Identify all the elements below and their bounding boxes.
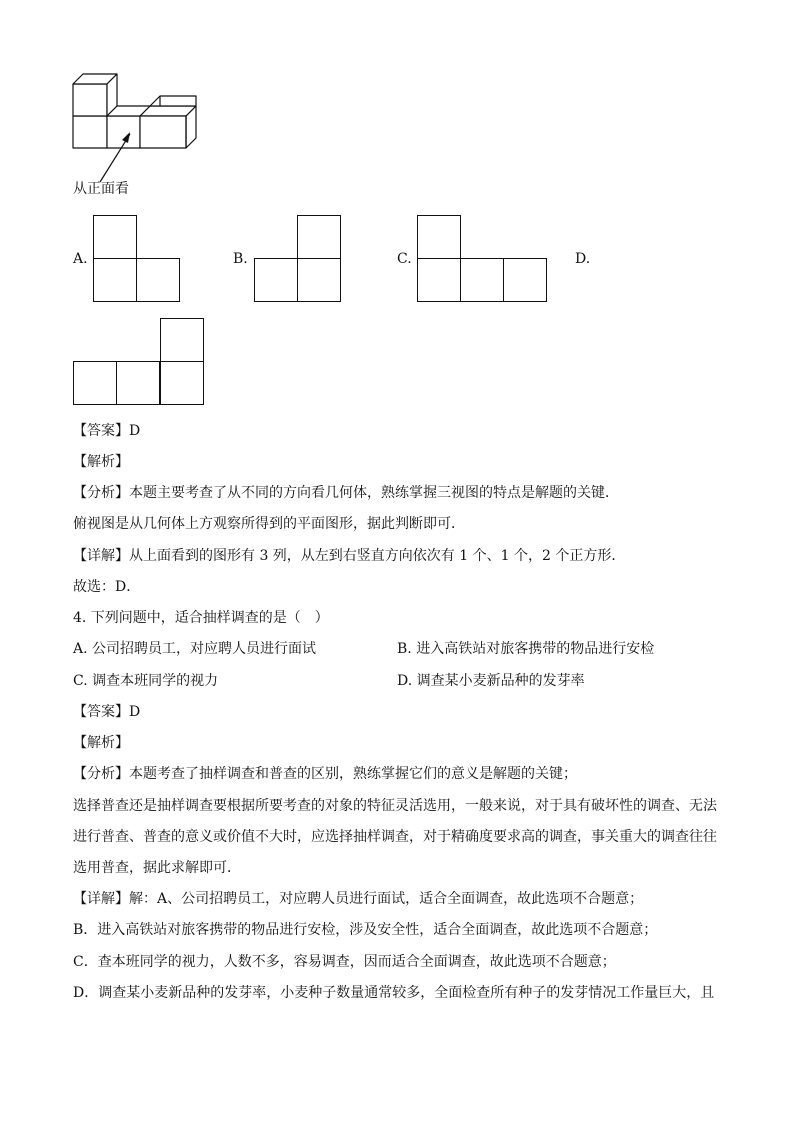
grid-square — [160, 318, 204, 362]
q4-option-b: B. 进入高铁站对旅客携带的物品进行安检 — [397, 641, 655, 657]
q3-fenxi: 【分析】本题主要考查了从不同的方向看几何体，熟练掌握三视图的特点是解题的关键． — [73, 485, 619, 501]
q3-fenxi-2: 俯视图是从几何体上方观察所得到的平面图形，据此判断即可． — [73, 516, 465, 532]
cube-solid-figure — [70, 70, 210, 150]
q4-option-d: D. 调查某小麦新品种的发芽率 — [397, 673, 585, 689]
grid-square — [503, 258, 547, 302]
q3-conclusion: 故选：D． — [73, 579, 141, 595]
option-label-a: A. — [73, 251, 88, 267]
q4-para-3: 选用普查，据此求解即可． — [73, 860, 241, 876]
grid-square — [297, 215, 341, 259]
q4-answer: 【答案】D — [73, 704, 141, 720]
grid-square — [417, 215, 461, 259]
q4-option-c: C. 调查本班同学的视力 — [73, 673, 219, 689]
grid-square — [93, 215, 137, 259]
figure-caption: 从正面看 — [73, 181, 129, 197]
q3-detail: 【详解】从上面看到的图形有 3 列，从左到右竖直方向依次有 1 个、1 个，2 个正方形． — [73, 548, 626, 564]
grid-square — [116, 361, 160, 405]
q4-para-2: 进行普查、普查的意义或价值不大时，应选择抽样调查，对于精确度要求高的调查，事关重大的调查往往 — [73, 829, 717, 845]
q4-detail-b: B．进入高铁站对旅客携带的物品进行安检，涉及安全性，适合全面调查，故此选项不合题意； — [73, 922, 658, 938]
grid-square — [254, 258, 298, 302]
grid-square — [73, 361, 117, 405]
q4-option-a: A. 公司招聘员工，对应聘人员进行面试 — [73, 641, 317, 657]
grid-square — [160, 361, 204, 405]
q4-fenxi: 【分析】本题考查了抽样调查和普查的区别，熟练掌握它们的意义是解题的关键； — [73, 766, 577, 782]
grid-square — [460, 258, 504, 302]
q3-answer: 【答案】D — [73, 423, 141, 439]
q4-detail-a: 【详解】解：A、公司招聘员工，对应聘人员进行面试，适合全面调查，故此选项不合题意； — [73, 891, 644, 907]
option-label-b: B. — [233, 251, 248, 267]
grid-square — [136, 258, 180, 302]
q4-para-1: 选择普查还是抽样调查要根据所要考查的对象的特征灵活选用，一般来说，对于具有破坏性的调查、无法 — [73, 798, 717, 814]
q3-analysis-heading: 【解析】 — [73, 454, 129, 470]
grid-square — [93, 258, 137, 302]
grid-square — [297, 258, 341, 302]
q4-detail-d: D．调查某小麦新品种的发芽率，小麦种子数量通常较多，全面检查所有种子的发芽情况工作量巨大，且 — [73, 985, 715, 1001]
q4-analysis-heading: 【解析】 — [73, 735, 129, 751]
q4-detail-c: C．查本班同学的视力，人数不多，容易调查，因而适合全面调查，故此选项不合题意； — [73, 954, 616, 970]
q4-stem: 4. 下列问题中，适合抽样调查的是（ ） — [73, 610, 329, 626]
grid-square — [417, 258, 461, 302]
option-label-d: D. — [575, 251, 591, 267]
option-label-c: C. — [397, 251, 412, 267]
